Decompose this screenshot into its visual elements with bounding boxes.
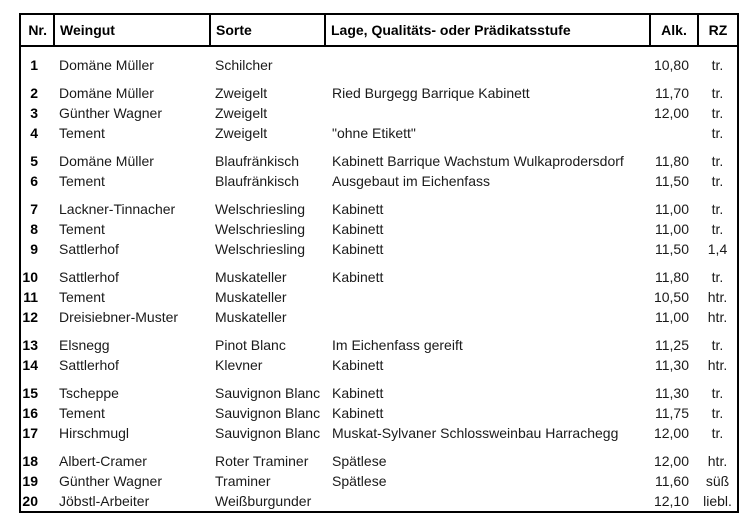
table-row — [20, 451, 738, 471]
cell-rz: htr. — [707, 453, 728, 469]
group-spacer-row — [20, 143, 738, 151]
cell-nr: 14 — [22, 357, 38, 373]
cell-weingut: Tement — [59, 173, 105, 189]
table-row — [20, 83, 738, 103]
cell-nr: 20 — [22, 493, 38, 509]
cell-lage: Kabinett — [332, 385, 384, 401]
cell-sorte: Sauvignon Blanc — [215, 385, 321, 401]
cell-alk: 11,30 — [655, 385, 689, 401]
cell-nr: 7 — [30, 201, 38, 217]
cell-lage: Kabinett — [332, 241, 384, 257]
table-row — [20, 383, 738, 403]
cell-sorte: Sauvignon Blanc — [215, 405, 321, 421]
table-row — [20, 123, 738, 143]
cell-nr: 5 — [30, 153, 38, 169]
cell-rz: tr. — [711, 201, 724, 217]
cell-sorte: Muskateller — [215, 309, 287, 325]
wine-list-table — [19, 13, 739, 513]
cell-lage — [325, 287, 650, 307]
group-spacer-cell — [20, 75, 738, 83]
cell-rz: tr. — [711, 85, 724, 101]
cell-alk: 11,70 — [655, 85, 689, 101]
cell-lage — [325, 307, 650, 327]
cell-lage: Spätlese — [332, 473, 387, 489]
group-spacer-row — [20, 46, 738, 55]
cell-sorte: Weißburgunder — [215, 493, 312, 509]
cell-lage: Kabinett — [332, 201, 384, 217]
cell-weingut: Sattlerhof — [59, 357, 119, 373]
group-spacer-row — [20, 191, 738, 199]
cell-sorte: Welschriesling — [215, 241, 305, 257]
cell-lage: Im Eichenfass gereift — [332, 337, 463, 353]
cell-weingut: Tement — [59, 125, 105, 141]
group-spacer-cell — [20, 191, 738, 199]
table-row — [20, 403, 738, 423]
cell-sorte: Schilcher — [215, 57, 273, 73]
table-row — [20, 355, 738, 375]
table-row — [20, 55, 738, 75]
table-row — [20, 287, 738, 307]
cell-alk: 12,00 — [653, 425, 689, 441]
cell-sorte: Muskateller — [215, 269, 287, 285]
group-spacer-row — [20, 259, 738, 267]
cell-lage: Ausgebaut im Eichenfass — [332, 173, 490, 189]
group-spacer-cell — [20, 327, 738, 335]
cell-lage — [325, 55, 650, 75]
cell-sorte: Blaufränkisch — [215, 153, 300, 169]
group-spacer-row — [20, 327, 738, 335]
cell-nr: 2 — [30, 85, 38, 101]
cell-weingut: Domäne Müller — [59, 85, 154, 101]
cell-nr: 15 — [22, 385, 38, 401]
cell-lage: Kabinett Barrique Wachstum Wulkaprodersdorf — [332, 153, 624, 169]
table-row — [20, 171, 738, 191]
cell-weingut: Tement — [59, 405, 105, 421]
group-spacer-row — [20, 443, 738, 451]
cell-nr: 16 — [22, 405, 38, 421]
cell-alk: 11,00 — [655, 221, 689, 237]
cell-sorte: Zweigelt — [215, 105, 268, 121]
cell-alk: 11,80 — [655, 269, 689, 285]
cell-nr: 1 — [30, 57, 38, 73]
column-header-nr: Nr. — [20, 14, 54, 46]
cell-weingut: Günther Wagner — [59, 105, 162, 121]
cell-weingut: Lackner-Tinnacher — [59, 201, 176, 217]
cell-weingut: Günther Wagner — [59, 473, 162, 489]
cell-alk: 12,00 — [653, 453, 689, 469]
cell-nr: 8 — [30, 221, 38, 237]
cell-sorte: Muskateller — [215, 289, 287, 305]
cell-alk: 11,30 — [655, 357, 689, 373]
cell-nr: 19 — [22, 473, 38, 489]
cell-rz: tr. — [711, 385, 724, 401]
cell-rz: tr. — [711, 337, 724, 353]
cell-weingut: Tscheppe — [59, 385, 119, 401]
cell-nr: 17 — [22, 425, 38, 441]
cell-rz: tr. — [711, 269, 724, 285]
cell-sorte: Welschriesling — [215, 221, 305, 237]
table-row — [20, 103, 738, 123]
cell-sorte: Sauvignon Blanc — [215, 425, 321, 441]
cell-sorte: Welschriesling — [215, 201, 305, 217]
table-row — [20, 423, 738, 443]
group-spacer-row — [20, 75, 738, 83]
cell-alk: 12,10 — [653, 493, 689, 509]
column-header-alk: Alk. — [650, 14, 698, 46]
cell-sorte: Traminer — [215, 473, 271, 489]
cell-nr: 12 — [22, 309, 38, 325]
table-row — [20, 471, 738, 491]
cell-lage: Kabinett — [332, 269, 384, 285]
cell-rz: tr. — [711, 405, 724, 421]
cell-weingut: Dreisiebner-Muster — [59, 309, 179, 325]
cell-alk: 12,00 — [653, 105, 689, 121]
cell-lage: Ried Burgegg Barrique Kabinett — [332, 85, 530, 101]
cell-nr: 9 — [30, 241, 38, 257]
cell-lage: Muskat-Sylvaner Schlossweinbau Harrachegg — [332, 425, 619, 441]
cell-alk: 10,80 — [653, 57, 689, 73]
cell-rz: tr. — [711, 57, 724, 73]
column-header-rz: RZ — [698, 14, 738, 46]
cell-weingut: Domäne Müller — [59, 153, 154, 169]
column-header-weingut: Weingut — [54, 14, 210, 46]
cell-weingut: Domäne Müller — [59, 57, 154, 73]
cell-sorte: Blaufränkisch — [215, 173, 300, 189]
table-row — [20, 199, 738, 219]
cell-rz: tr. — [711, 153, 724, 169]
cell-lage: Kabinett — [332, 405, 384, 421]
cell-rz: tr. — [711, 105, 724, 121]
cell-weingut: Tement — [59, 221, 105, 237]
cell-alk: 11,50 — [655, 241, 689, 257]
cell-alk — [650, 123, 698, 143]
cell-lage: Kabinett — [332, 357, 384, 373]
cell-weingut: Sattlerhof — [59, 241, 119, 257]
column-header-lage: Lage, Qualitäts- oder Prädikatsstufe — [325, 14, 650, 46]
cell-lage: "ohne Etikett" — [332, 125, 416, 141]
cell-alk: 10,50 — [653, 289, 689, 305]
cell-weingut: Elsnegg — [59, 337, 110, 353]
cell-alk: 11,00 — [655, 201, 689, 217]
cell-weingut: Jöbstl-Arbeiter — [59, 493, 150, 509]
cell-weingut: Sattlerhof — [59, 269, 119, 285]
cell-rz: tr. — [711, 125, 724, 141]
cell-nr: 4 — [30, 125, 38, 141]
cell-nr: 11 — [23, 289, 38, 305]
cell-sorte: Roter Traminer — [215, 453, 309, 469]
table-row — [20, 219, 738, 239]
table-row — [20, 335, 738, 355]
group-spacer-row — [20, 375, 738, 383]
cell-alk: 11,60 — [655, 473, 689, 489]
table-row — [20, 267, 738, 287]
cell-nr: 3 — [30, 105, 38, 121]
group-spacer-cell — [20, 375, 738, 383]
cell-rz: 1,4 — [707, 241, 728, 257]
cell-lage — [325, 491, 650, 512]
cell-alk: 11,50 — [655, 173, 689, 189]
cell-weingut: Albert-Cramer — [59, 453, 147, 469]
table-row — [20, 491, 738, 512]
cell-alk: 11,80 — [655, 153, 689, 169]
cell-rz: tr. — [711, 173, 724, 189]
group-spacer-cell — [20, 259, 738, 267]
cell-nr: 10 — [22, 269, 38, 285]
cell-rz: süß — [705, 473, 730, 489]
cell-lage: Kabinett — [332, 221, 384, 237]
table-row — [20, 151, 738, 171]
cell-nr: 18 — [22, 453, 38, 469]
header-row — [20, 14, 738, 46]
cell-lage: Spätlese — [332, 453, 387, 469]
cell-sorte: Zweigelt — [215, 125, 268, 141]
cell-weingut: Hirschmugl — [59, 425, 130, 441]
cell-rz: htr. — [707, 357, 728, 373]
group-spacer-cell — [20, 143, 738, 151]
cell-rz: htr. — [707, 309, 728, 325]
cell-alk: 11,25 — [655, 337, 689, 353]
table-row — [20, 307, 738, 327]
cell-nr: 6 — [30, 173, 38, 189]
cell-rz: htr. — [707, 289, 728, 305]
cell-lage — [325, 103, 650, 123]
cell-alk: 11,75 — [655, 405, 689, 421]
cell-alk: 11,00 — [655, 309, 689, 325]
group-spacer-cell — [20, 443, 738, 451]
cell-sorte: Klevner — [215, 357, 263, 373]
column-header-sorte: Sorte — [210, 14, 325, 46]
cell-sorte: Pinot Blanc — [215, 337, 286, 353]
cell-rz: liebl. — [703, 493, 732, 509]
table-row — [20, 239, 738, 259]
cell-rz: tr. — [711, 425, 724, 441]
cell-weingut: Tement — [59, 289, 105, 305]
cell-sorte: Zweigelt — [215, 85, 268, 101]
cell-rz: tr. — [711, 221, 724, 237]
cell-nr: 13 — [22, 337, 38, 353]
group-spacer-cell — [20, 46, 738, 55]
